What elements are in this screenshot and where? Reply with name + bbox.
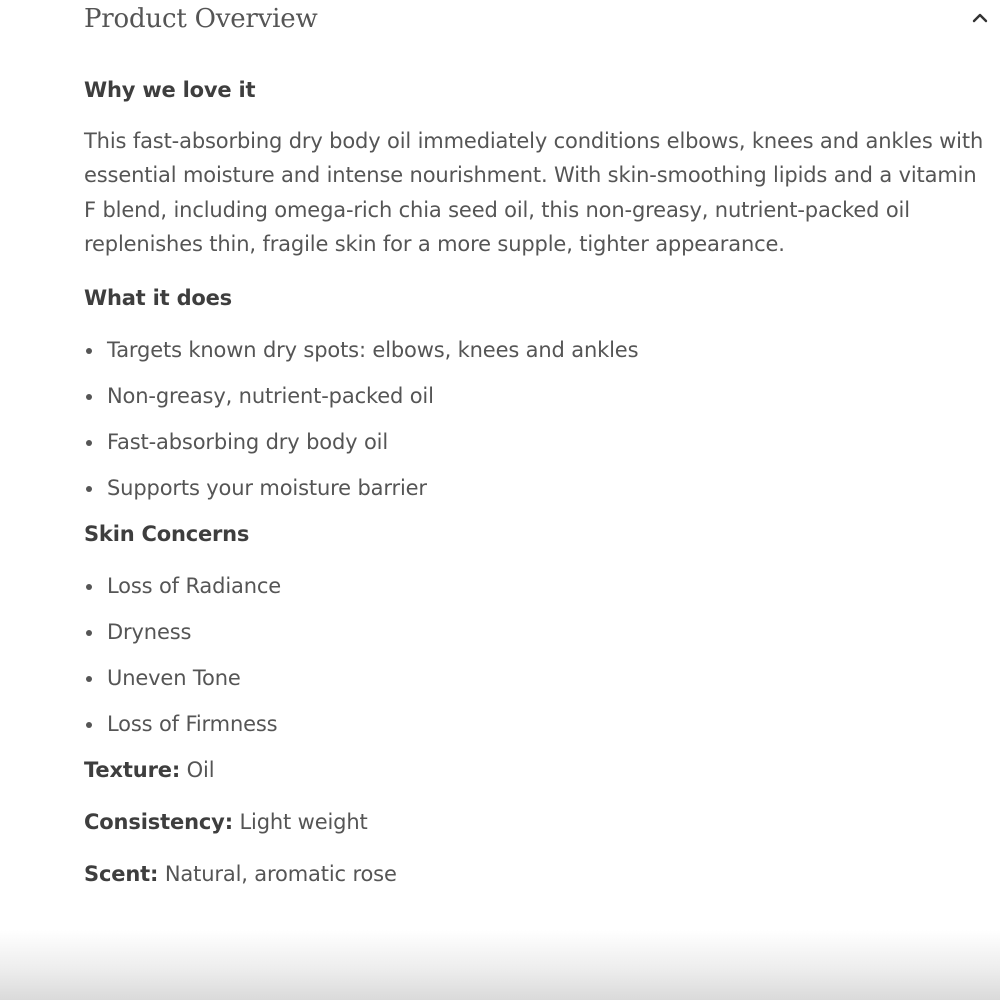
texture-attribute bbox=[84, 754, 984, 786]
consistency-label: Consistency: bbox=[84, 809, 233, 834]
list-item-text: Loss of Radiance bbox=[107, 573, 282, 598]
list-item-text: Supports your moisture barrier bbox=[107, 475, 427, 500]
list-item-text: Loss of Firmness bbox=[107, 711, 278, 736]
skin-concerns-list bbox=[84, 570, 984, 740]
list-item-text: Dryness bbox=[107, 619, 192, 644]
texture-label: Texture: bbox=[84, 757, 181, 782]
bullet-icon bbox=[86, 348, 92, 354]
bullet-icon bbox=[86, 630, 92, 636]
list-item-text: Uneven Tone bbox=[107, 665, 241, 690]
consistency-attribute bbox=[84, 806, 984, 838]
chevron-up-icon bbox=[968, 6, 992, 30]
what-it-does-heading: What it does bbox=[84, 285, 232, 310]
list-item bbox=[84, 662, 984, 694]
bullet-icon bbox=[86, 676, 92, 682]
collapse-toggle-button[interactable] bbox=[968, 6, 992, 30]
accordion-header[interactable] bbox=[84, 0, 1000, 40]
why-we-love-it-heading: Why we love it bbox=[84, 78, 256, 102]
list-item bbox=[84, 472, 984, 504]
bullet-icon bbox=[86, 722, 92, 728]
list-item-text: Non-greasy, nutrient-packed oil bbox=[107, 383, 434, 408]
skin-concerns-heading: Skin Concerns bbox=[84, 521, 250, 546]
scent-value: Natural, aromatic rose bbox=[164, 861, 397, 886]
list-item-text: Fast-absorbing dry body oil bbox=[107, 429, 389, 454]
list-item bbox=[84, 570, 984, 602]
list-item bbox=[84, 334, 984, 366]
scent-label: Scent: bbox=[84, 861, 159, 886]
bottom-fade bbox=[0, 930, 1000, 1000]
accordion-title: Product Overview bbox=[84, 4, 318, 34]
bullet-icon bbox=[86, 584, 92, 590]
list-item bbox=[84, 380, 984, 412]
why-we-love-it-text: This fast-absorbing dry body oil immediately conditions elbows, knees and ankles with essential moisture and intense nourishment. With skin-smoothing lipids and a vitamin F blend, including omega-rich chia seed oil, this non-greasy, nutrient-packed oil replenishes thin, fragile skin for a more supple, tighter appearance. bbox=[84, 129, 984, 257]
texture-value: Oil bbox=[186, 757, 215, 782]
what-it-does-list bbox=[84, 334, 984, 504]
consistency-value: Light weight bbox=[239, 809, 368, 834]
bullet-icon bbox=[86, 440, 92, 446]
scent-attribute bbox=[84, 858, 984, 890]
list-item bbox=[84, 616, 984, 648]
bullet-icon bbox=[86, 394, 92, 400]
list-item bbox=[84, 708, 984, 740]
accordion-content bbox=[84, 74, 984, 910]
list-item bbox=[84, 426, 984, 458]
bullet-icon bbox=[86, 486, 92, 492]
list-item-text: Targets known dry spots: elbows, knees and ankles bbox=[107, 337, 639, 362]
